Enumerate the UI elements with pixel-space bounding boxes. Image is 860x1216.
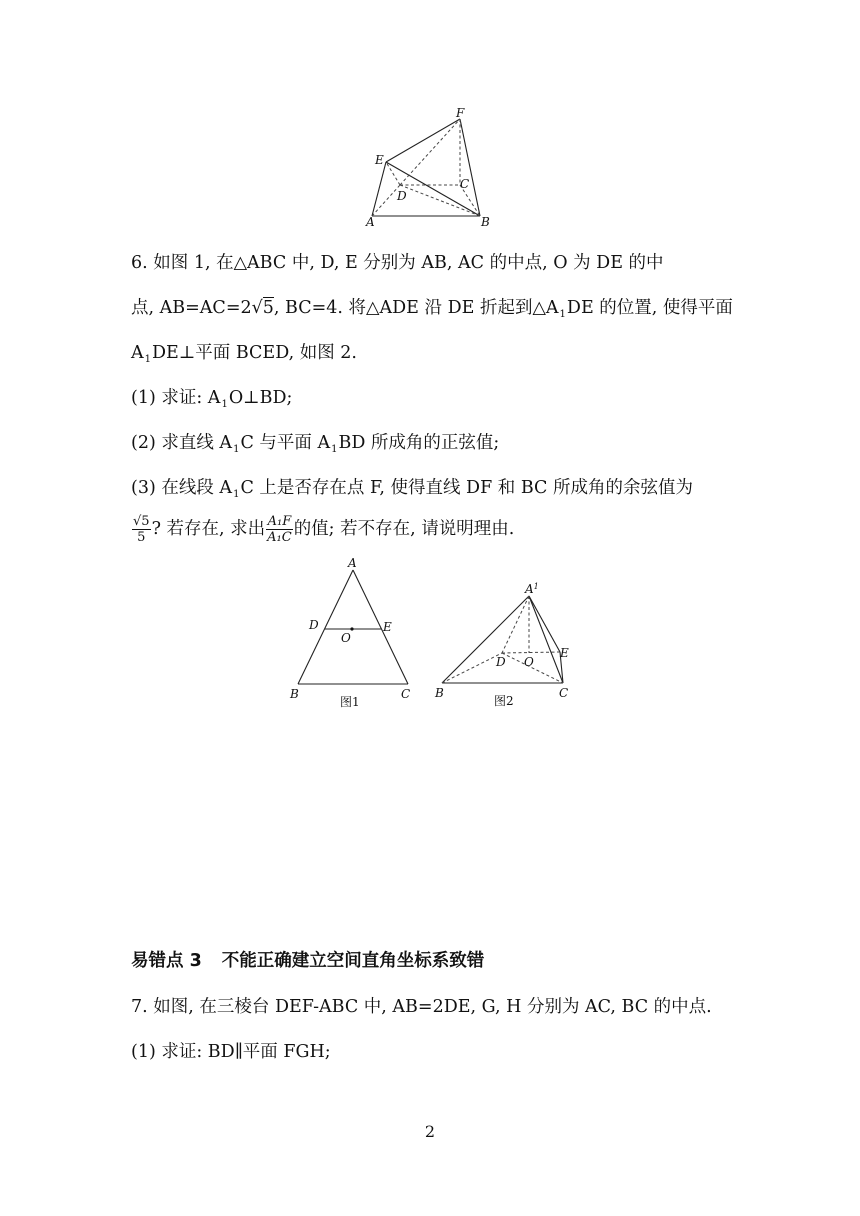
sqrt-radicand: 5 (262, 298, 274, 318)
fig1-label-o: O (341, 631, 351, 645)
label-b: B (481, 215, 490, 229)
fig2-label-b: B (435, 686, 444, 700)
fig2-label-d: D (496, 655, 506, 669)
problem7-line1: 7. 如图, 在三棱台 DEF-ABC 中, AB=2DE, G, H 分别为 AC, BC 的中点. (131, 997, 712, 1017)
fig2-label-e: E (560, 646, 569, 660)
problem6-question2: (2) 求直线 $A_1C$ 与平面 $A_1BD$ 所成角的正弦值; (131, 433, 500, 455)
fig1-caption: 图1 (340, 695, 360, 709)
problem7-question1: (1) 求证: BD∥平面 FGH; (131, 1042, 331, 1062)
sqrt-sign: √ (251, 298, 263, 318)
label-f: F (456, 106, 465, 120)
figure1-triangle (288, 556, 418, 710)
label-a: A (366, 215, 375, 229)
label-d: D (397, 189, 407, 203)
page-number: 2 (424, 1122, 436, 1141)
fraction-a1f-over-a1c: $\frac{\text{A₁F}}{\text{A₁C}}$ (267, 514, 292, 545)
figure2-pyramid (432, 580, 582, 710)
fig2-label-a1: $A^1$ (525, 582, 539, 596)
problem6-question3: (3) 在线段 $A_1C$ 上是否存在点 F, 使得直线 DF 和 BC 所成角的余弦值为 (131, 478, 693, 500)
problem6-line3: $A_1DE\perp$平面 BCED, 如图 2. (131, 343, 357, 365)
section-heading: 易错点 3 不能正确建立空间直角坐标系致错 (131, 951, 485, 971)
label-e: E (375, 153, 384, 167)
fig1-label-d: D (309, 618, 319, 632)
problem6-line1: 6. 如图 1, 在△ABC 中, D, E 分别为 AB, AC 的中点, O 为 DE 的中 (131, 253, 664, 273)
fig1-label-b: B (290, 687, 299, 701)
fig2-caption: 图2 (494, 694, 514, 708)
label-c: C (460, 177, 470, 191)
fig2-label-c: C (559, 686, 569, 700)
frustum-figure (362, 108, 512, 234)
fraction-sqrt5-over-5: $\frac{√5}{5}$ (133, 514, 150, 545)
fig1-label-c: C (401, 687, 411, 701)
fig1-label-a: A (348, 556, 357, 570)
fig1-label-e: E (383, 620, 392, 634)
problem6-line2: 点, AB=AC=2√5, BC=4. 将△ADE 沿 DE 折起到$\triangle A_1DE$ 的位置, 使得平面 (131, 298, 733, 320)
problem6-question1: (1) 求证: $A_1O\perp BD$; (131, 388, 293, 410)
fig2-label-o: O (524, 655, 534, 669)
problem6-question3-cont: $\frac{√5}{5}$ ? 若存在, 求出 $\frac{\text{A₁F}}{\text{A₁C}}$ 的值; 若不存在, 请说明理由. (133, 514, 515, 545)
